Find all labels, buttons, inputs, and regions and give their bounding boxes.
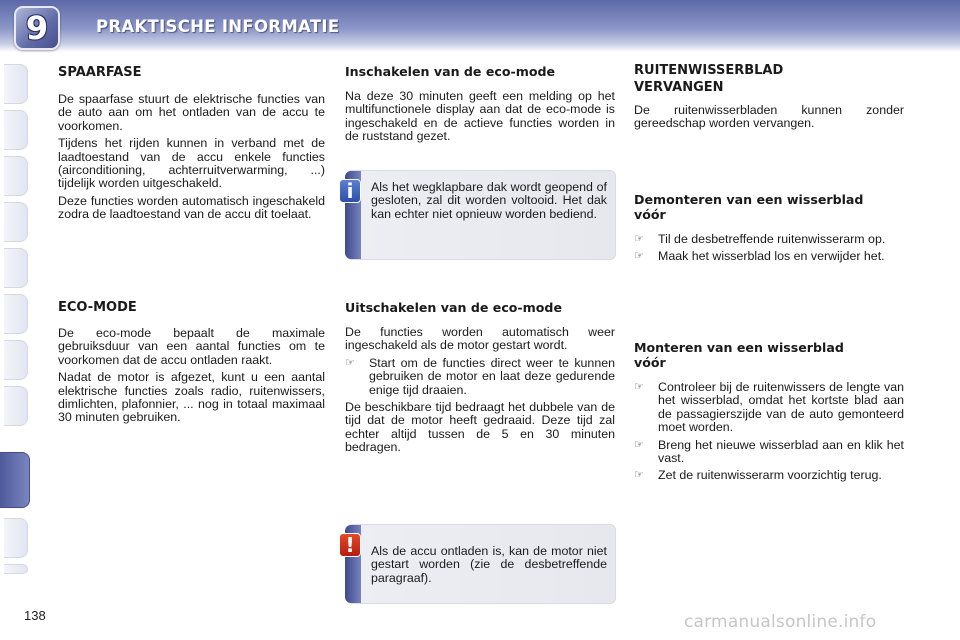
chapter-badge <box>14 6 60 50</box>
paragraph: De beschikbare tijd bedraagt het dubbele van de tijd dat de motor heeft gedraaid. Deze tijd zal echter altijd tussen de 5 en 30 minuten bedragen. <box>345 400 615 455</box>
section-heading-monteren <box>634 340 904 370</box>
chapter-tab-strip <box>0 54 34 574</box>
chapter-tab[interactable] <box>4 110 28 150</box>
paragraph: De eco-mode bepaalt de maximale gebruiksduur van een aantal functies om te voorkomen dat de accu ontladen raakt. <box>58 326 325 367</box>
chapter-tab[interactable] <box>4 386 28 426</box>
heading-line: Demonteren van een wisserblad <box>634 192 864 207</box>
pointing-hand-icon: ☞ <box>634 233 644 245</box>
section-heading-ruitenwisser <box>634 62 904 96</box>
pointing-hand-icon: ☞ <box>345 356 355 369</box>
bullet-text: Controleer bij de ruitenwissers de lengte van het wisserblad, omdat het kortste blad aan de passagierszijde van de auto gemonteerd moet worden. <box>658 380 904 435</box>
heading-line: RUITENWISSERBLAD <box>634 63 784 78</box>
column-3-monteren <box>634 340 904 487</box>
chapter-tab[interactable] <box>4 156 28 196</box>
chapter-tab[interactable] <box>4 340 28 380</box>
pointing-hand-icon: ☞ <box>634 438 644 451</box>
bullet-item <box>634 250 904 263</box>
heading-line: vóór <box>634 355 666 370</box>
pointing-hand-icon: ☞ <box>634 250 644 263</box>
exclamation-icon: ! <box>339 533 361 557</box>
pointing-hand-icon: ☞ <box>634 469 644 482</box>
chapter-tab[interactable] <box>4 248 28 288</box>
chapter-tab[interactable] <box>4 518 28 558</box>
heading-line: VERVANGEN <box>634 80 724 95</box>
column-3 <box>634 62 904 135</box>
paragraph: De ruitenwisserbladen kunnen zonder gereedschap worden vervangen. <box>634 103 904 131</box>
chapter-number: 9 <box>25 9 49 47</box>
chapter-tab[interactable] <box>4 294 28 334</box>
chapter-tab[interactable] <box>4 64 28 104</box>
column-2-uitschakelen <box>345 300 615 459</box>
chapter-tab[interactable] <box>4 202 28 242</box>
paragraph: Deze functies worden automatisch ingeschakeld zodra de laadtoestand van de accu dit toelaat. <box>58 193 325 222</box>
paragraph: De functies worden automatisch weer ingeschakeld als de motor gestart wordt. <box>345 325 615 353</box>
page-number: 138 <box>24 608 46 623</box>
paragraph: De spaarfase stuurt de elektrische functies van de auto aan om het ontladen van de accu te voorkomen. <box>58 92 325 133</box>
chapter-tab[interactable] <box>4 564 28 574</box>
paragraph: Nadat de motor is afgezet, kunt u een aantal elektrische functies zoals radio, ruitenwissers, dimlichten, plafonnier, ... nog in totaal maximaal 30 minuten gebruiken. <box>58 370 325 425</box>
bullet-text: Breng het nieuwe wisserblad aan en klik het vast. <box>658 437 904 466</box>
watermark: carmanualsonline.info <box>684 612 877 632</box>
heading-line: Monteren van een wisserblad <box>634 340 844 355</box>
column-2 <box>345 64 615 148</box>
column-3-demonteren <box>634 192 904 268</box>
bullet-item <box>634 381 904 435</box>
bullet-item <box>634 233 904 246</box>
section-heading-inschakelen: Inschakelen van de eco-mode <box>345 64 556 79</box>
paragraph: Tijdens het rijden kunnen in verband met de laadtoestand van de accu enkele functies (airconditioning, achterruitverwarming, ...) tijdelijk worden uitgeschakeld. <box>58 136 325 191</box>
warning-note-text: Als de accu ontladen is, kan de motor niet gestart worden (zie de desbetreffende paragraaf). <box>371 544 607 585</box>
bullet-text: Start om de functies direct weer te kunnen gebruiken de motor en laat deze gedurende enige tijd draaien. <box>369 355 615 397</box>
section-heading-spaarfase: SPAARFASE <box>58 65 142 80</box>
bullet-text: Maak het wisserblad los en verwijder het. <box>658 249 885 264</box>
chapter-tab-active[interactable] <box>0 452 30 508</box>
bullet-text: Zet de ruitenwisserarm voorzichtig terug. <box>658 468 882 483</box>
bullet-item <box>634 469 904 482</box>
column-1-eco <box>58 299 325 429</box>
bullet-item <box>345 357 615 397</box>
bullet-item <box>634 439 904 466</box>
info-icon: i <box>339 179 361 203</box>
column-1 <box>58 64 325 226</box>
heading-line: vóór <box>634 207 666 222</box>
section-heading-demonteren <box>634 192 904 222</box>
warning-note <box>346 524 616 604</box>
section-heading-eco-mode: ECO-MODE <box>58 300 137 315</box>
paragraph: Na deze 30 minuten geeft een melding op het multifunctionele display aan dat de eco-mode is ingeschakeld en de actieve functies worden in de ruststand gezet. <box>345 89 615 144</box>
bullet-text: Til de desbetreffende ruitenwisserarm op. <box>658 232 886 246</box>
page-title: PRAKTISCHE INFORMATIE <box>96 17 340 36</box>
info-note <box>346 170 616 260</box>
section-heading-uitschakelen: Uitschakelen van de eco-mode <box>345 300 562 315</box>
info-note-text: Als het wegklapbare dak wordt geopend of gesloten, zal dit worden voltooid. Het dak kan echter niet opnieuw worden bediend. <box>371 180 607 221</box>
pointing-hand-icon: ☞ <box>634 381 644 393</box>
